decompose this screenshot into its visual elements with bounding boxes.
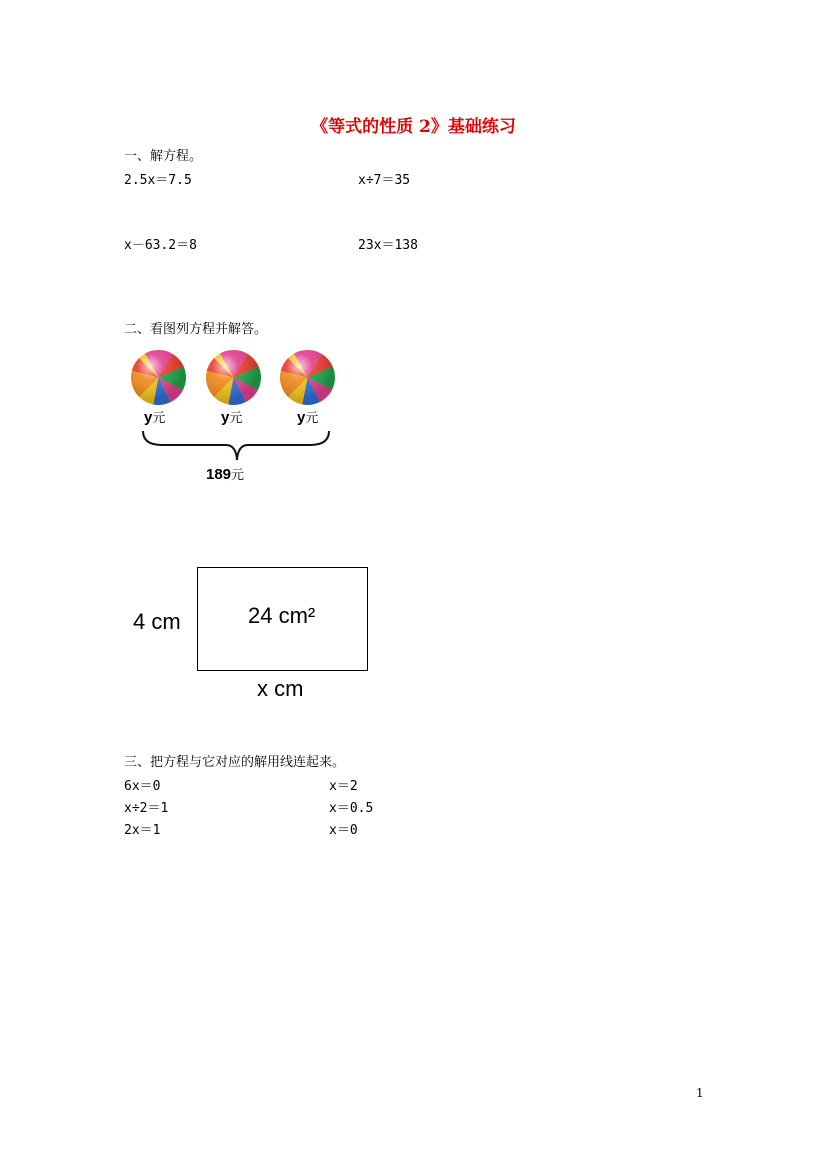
beach-ball-2	[205, 349, 262, 410]
ball-price-label-3	[297, 407, 318, 426]
section-3-heading: 三、把方程与它对应的解用线连起来。	[124, 755, 346, 770]
ball-price-var: y	[221, 409, 230, 426]
page-number: 1	[696, 1086, 704, 1100]
beach-ball-icon	[205, 349, 262, 406]
ball-price-unit: 元	[152, 410, 166, 425]
beach-ball-3	[279, 349, 336, 410]
rect-area-label: 24 cm²	[248, 603, 316, 628]
match-equation-2: x÷2＝1	[124, 801, 169, 816]
beach-ball-icon	[130, 349, 187, 406]
rect-side-label: 4 cm	[133, 609, 181, 634]
ball-price-var: y	[297, 409, 306, 426]
ball-price-label-2	[221, 407, 242, 426]
total-price-label	[206, 464, 244, 483]
match-equation-3: 2x＝1	[124, 823, 161, 838]
total-brace	[140, 428, 335, 468]
match-equation-1: 6x＝0	[124, 779, 161, 794]
beach-ball-1	[130, 349, 187, 410]
match-solution-2: x＝0.5	[329, 801, 374, 816]
rect-bottom-label: x cm	[257, 676, 304, 701]
section-2-heading: 二、看图列方程并解答。	[124, 322, 268, 337]
match-solution-1: x＝2	[329, 779, 358, 794]
ball-price-label-1	[144, 407, 165, 426]
ball-price-unit: 元	[229, 410, 243, 425]
equation-1: 2.5x＝7.5	[124, 173, 192, 188]
ball-price-var: y	[144, 409, 153, 426]
match-solution-3: x＝0	[329, 823, 358, 838]
page-title: 《等式的性质 2》基础练习	[311, 117, 516, 137]
equation-2: x÷7＝35	[358, 173, 411, 188]
equation-3: x－63.2＝8	[124, 238, 197, 253]
beach-ball-icon	[279, 349, 336, 406]
section-1-heading: 一、解方程。	[124, 149, 203, 164]
total-price-value: 189	[206, 466, 232, 483]
total-price-unit: 元	[231, 467, 245, 482]
ball-price-unit: 元	[305, 410, 319, 425]
equation-4: 23x＝138	[358, 238, 418, 253]
